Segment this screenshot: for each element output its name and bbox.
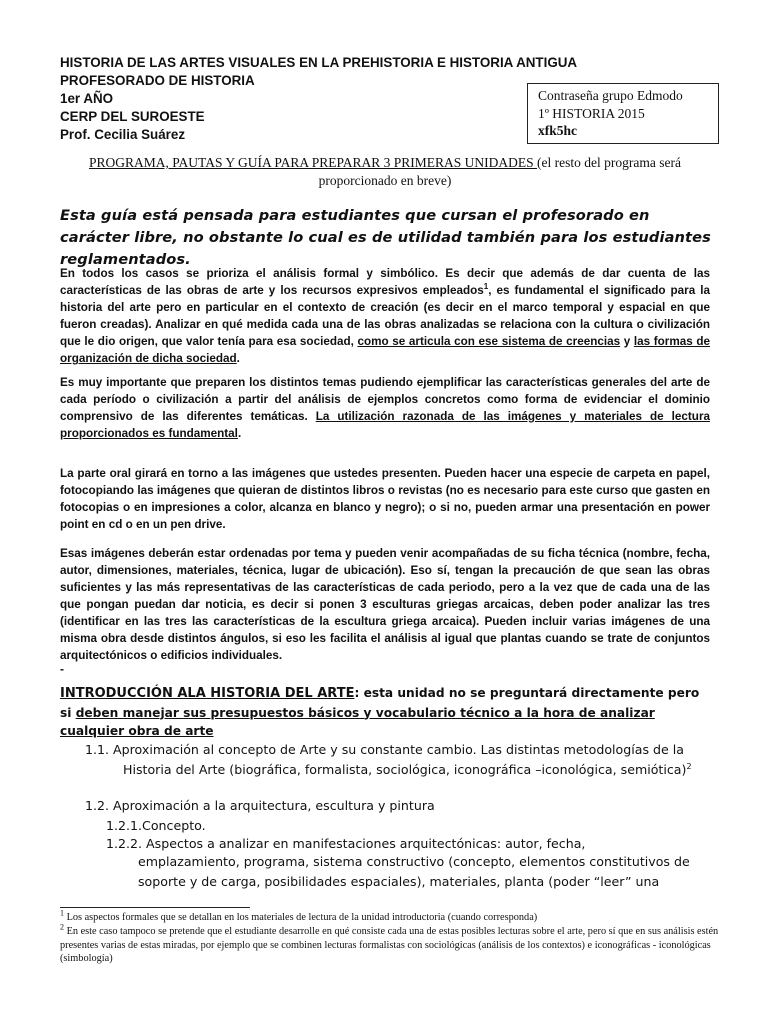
guide-note-text: Esta guía está pensada para estudiantes que cursan el profesorado en carácter libre, no obstante lo cual es de utilidad también para los estudiantes reglamentados: [60, 207, 711, 268]
outline-item-1-2-2-cont-1: emplazamiento, programa, sistema constructivo (concepto, elementos constitutivos de: [138, 854, 690, 869]
paragraph-analysis-text-c: y: [620, 335, 634, 348]
paragraph-analysis-text-b: , es fundamental el significado para la historia del arte pero en particular en el contexto de creación (es decir en el marco temporal y espacial en que fueron creadas). Analizar en qué medida cada una de las obras analizadas se relaciona con la cultura o civilización que le dio origen, que valor tenía para esa sociedad,: [60, 284, 710, 348]
footnote-divider: [60, 907, 250, 908]
header-teacher: Prof. Cecilia Suárez: [60, 127, 186, 142]
password-group: 1º HISTORIA 2015: [538, 105, 645, 121]
footnote-1: [60, 908, 720, 925]
footnote-2-mark: 2: [60, 922, 64, 932]
program-heading: [70, 154, 700, 190]
outline-item-1-2: 1.2. Aproximación a la arquitectura, escultura y pintura: [85, 798, 435, 813]
guide-note: [60, 205, 720, 271]
password-box: [527, 83, 719, 144]
program-title: PROGRAMA, PAUTAS Y GUÍA PARA PREPARAR 3 PRIMERAS UNIDADES: [89, 155, 538, 170]
intro-unit: [60, 684, 710, 741]
outline-item-1-1-text: Historia del Arte (biográfica, formalista, sociológica, iconográfica –iconológica, semiótica): [123, 762, 687, 777]
paragraph-importance: [60, 374, 710, 442]
outline-item-1-2-2: 1.2.2. Aspectos a analizar en manifestaciones arquitectónicas: autor, fecha,: [106, 836, 586, 851]
header-title: HISTORIA DE LAS ARTES VISUALES EN LA PREHISTORIA E HISTORIA ANTIGUA: [60, 55, 578, 70]
paragraph-analysis-emphasis-2: las formas de organización de dicha sociedad: [60, 335, 710, 365]
outline-item-1-1-cont: [123, 760, 692, 780]
paragraph-oral-exam: La parte oral girará en torno a las imágenes que ustedes presenten. Pueden hacer una especie de carpeta en papel, fotocopiando las imágenes que quieran de distintos libros o revistas (no es necesario para este curso que gasten en fotocopias o en impresiones a color, alcanza en blanco y negro); o si no, pueden armar una presentación en power point en cd o en un pen drive.: [60, 467, 710, 531]
password-label: Contraseña grupo Edmodo: [538, 88, 683, 103]
program-note: (el resto del programa será proporcionado en breve): [318, 155, 681, 188]
paragraph-analysis-end: .: [236, 352, 240, 365]
footnote-ref-1: 1: [483, 282, 489, 292]
footnote-1-mark: 1: [60, 908, 64, 918]
paragraph-images: Esas imágenes deberán estar ordenadas por tema y pueden venir acompañadas de su ficha técnica (nombre, fecha, autor, dimensiones, materiales, técnica, lugar de ubicación). Eso sí, tengan la precaución de que sean las obras suficientes y las más representativas de las características de cada periodo, pero a la vez que de cada una de las que pongan puedan dar noticia, es decir si ponen 3 esculturas griegas arcaicas, deben poder analizar las tres (identificar en las tres las características de la escultura griega arcaica). Pueden incluir varias imágenes de una misma obra desde distintos ángulos, si eso les facilita el análisis al igual que plantas cuando se trate de conjuntos arquitectónicos o edificios individuales.: [60, 547, 710, 662]
intro-unit-emphasis: deben manejar sus presupuestos básicos y vocabulario técnico a la hora de analizar cualquier obra de arte: [60, 705, 655, 738]
intro-unit-text: esta unidad no se preguntará directamente pero si: [60, 686, 700, 720]
header-year: 1er AÑO: [60, 91, 114, 106]
paragraph-importance-emphasis: La utilización razonada de las imágenes y materiales de lectura proporcionados es fundamental: [60, 410, 710, 440]
footnote-ref-2: 2: [686, 761, 692, 771]
paragraph-importance-text: Es muy importante que preparen los distintos temas pudiendo ejemplificar las características generales del arte de cada período o civilización a partir del análisis de ejemplos concretos como forma de evidenciar el dominio comprensivo de las diferentes temáticas.: [60, 376, 710, 423]
footnote-2-text: En este caso tampoco se pretende que el estudiante desarrolle en qué consiste cada una de estas posibles lecturas sobre el arte, pero sí que en sus análisis estén presentes varias de estas miradas, por ejemplo que se combinen lecturas formalistas con sociológicas (análisis de los contextos) e iconográficas - iconológicas (simbología): [60, 926, 719, 964]
footnote-1-text: Los aspectos formales que se detallan en los materiales de lectura de la unidad introductoria (cuando corresponda): [64, 912, 538, 923]
outline-item-1-2-2-cont-2: soporte y de carga, posibilidades espaciales), materiales, planta (poder “leer” una: [138, 874, 660, 889]
paragraph-importance-end: .: [237, 427, 242, 440]
paragraph-analysis: [60, 265, 710, 367]
password-code: xfk5hc: [538, 123, 578, 138]
paragraph-analysis-text-a: En todos los casos se prioriza el análisis formal y simbólico. Es decir que además de dar cuenta de las características de las obras de arte y los recursos expresivos empleados: [60, 267, 710, 297]
intro-unit-colon: :: [354, 686, 360, 700]
guide-note-end: .: [185, 251, 191, 268]
header-institution: CERP DEL SUROESTE: [60, 109, 205, 124]
outline-item-1-2-1: 1.2.1.Concepto.: [106, 818, 206, 833]
footnote-2: [60, 922, 720, 966]
intro-unit-title: INTRODUCCIÓN ALA HISTORIA DEL ARTE: [60, 686, 355, 701]
header-program: PROFESORADO DE HISTORIA: [60, 73, 255, 88]
stray-dash: -: [60, 662, 64, 676]
paragraph-analysis-emphasis-1: como se articula con ese sistema de creencias: [357, 335, 621, 348]
outline-item-1-1: 1.1. Aproximación al concepto de Arte y su constante cambio. Las distintas metodologías de la: [85, 742, 684, 757]
